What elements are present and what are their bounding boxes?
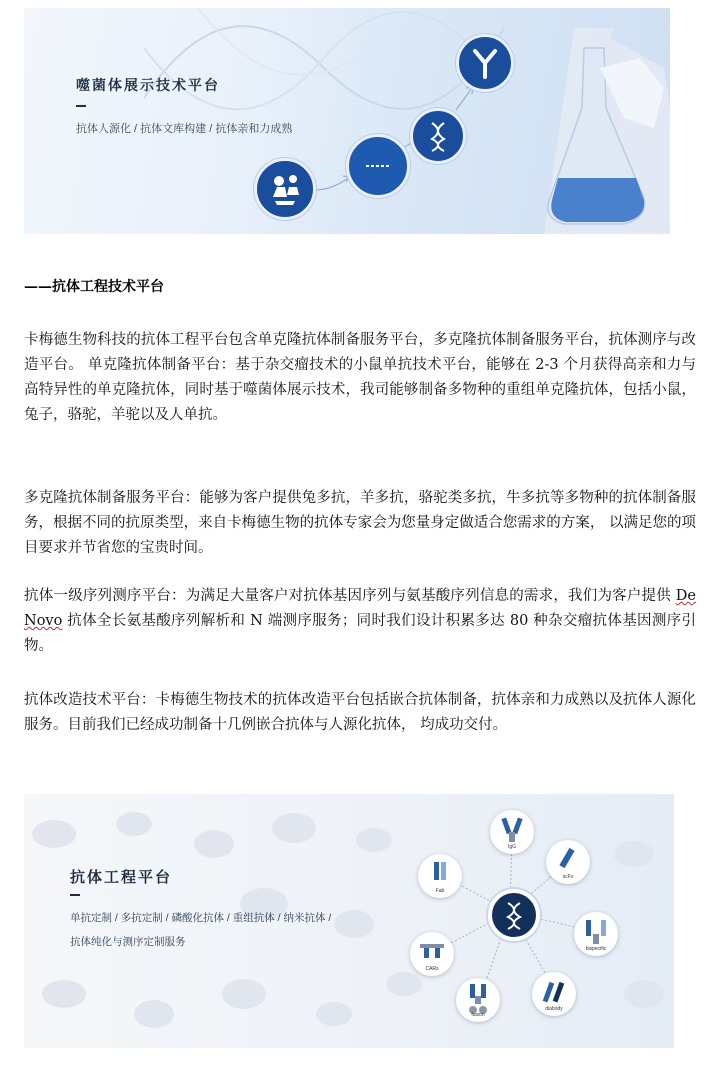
arrow-icon (312, 172, 352, 194)
banner-antibody-engineering (24, 794, 674, 1048)
title-dash (76, 105, 86, 107)
cars-node (410, 932, 454, 976)
dna-hub-icon (488, 889, 540, 941)
node-label: fusion (471, 1012, 485, 1018)
antibody-icon (456, 34, 514, 92)
diabody-node (532, 972, 576, 1016)
paragraph-text: 抗体一级序列测序平台：为满足大量客户对抗体基因序列与氨基酸序列信息的需求，我们为客户提供 (24, 588, 676, 604)
node-label: diabody (545, 1006, 563, 1012)
banner-services-line1: 单抗定制 / 多抗定制 / 磷酸化抗体 / 重组抗体 / 纳米抗体 / (70, 912, 332, 924)
paragraph-overview: 卡梅德生物科技的抗体工程平台包含单克隆抗体制备服务平台，多克隆抗体制备服务平台，抗体测序与改造平台。 单克隆抗体制备平台：基于杂交瘤技术的小鼠单抗技术平台，能够在 2-3 个月获得高亲和力与高特异性的单克隆抗体，同时基于噬菌体展示技术，我司能够制备多物种的重组单克隆抗体，包括小鼠，兔子，骆驼，羊驼以及人单抗。 (24, 332, 696, 423)
node-label: scFv (562, 874, 574, 880)
scfv-node (546, 840, 590, 884)
paragraph-engineering: 抗体改造技术平台：卡梅德生物技术的抗体改造平台包括嵌合抗体制备，抗体亲和力成熟以及抗体人源化服务。目前我们已经成功制备十几例嵌合抗体与人源化抗体， 均成功交付。 (24, 692, 696, 733)
node-label: CARs (425, 966, 439, 972)
banner-services-line2: 抗体纯化与测序定制服务 (70, 936, 186, 948)
flask-hand-image (544, 28, 670, 234)
de-novo-term: De Novo (24, 588, 696, 629)
sequence-icon (346, 134, 410, 198)
fusion-node (456, 978, 500, 1022)
banner-title: 噬菌体展示技术平台 (76, 77, 220, 93)
paragraph-sequencing (24, 584, 696, 659)
banner-title: 抗体工程平台 (70, 869, 173, 886)
node-label: Fab (435, 888, 445, 894)
node-label: IgG (507, 844, 517, 850)
bispecific-node (574, 912, 618, 956)
paragraph-polyclonal: 多克隆抗体制备服务平台：能够为客户提供兔多抗，羊多抗，骆驼类多抗，牛多抗等多物种的抗体制备服务，根据不同的抗原类型，来自卡梅德生物的抗体专家会为您量身定做适合您需求的方案， 以满足您的项目要求并节省您的宝贵时间。 (24, 490, 696, 556)
title-dash (70, 894, 80, 896)
paragraph-text: 抗体全长氨基酸序列解析和 N 端测序服务；同时我们设计积累多达 80 种杂交瘤抗体基因测序引物。 (24, 613, 696, 654)
fab-node (418, 854, 462, 898)
section-heading: ——抗体工程技术平台 (24, 279, 164, 295)
banner-subtitle: 抗体人源化 / 抗体文库构建 / 抗体亲和力成熟 (76, 123, 293, 135)
banner-phage-display (24, 8, 670, 234)
node-label: bispecific (585, 946, 607, 952)
animals-icon (254, 158, 316, 220)
igg-node (490, 810, 534, 854)
dna-icon (410, 108, 466, 164)
